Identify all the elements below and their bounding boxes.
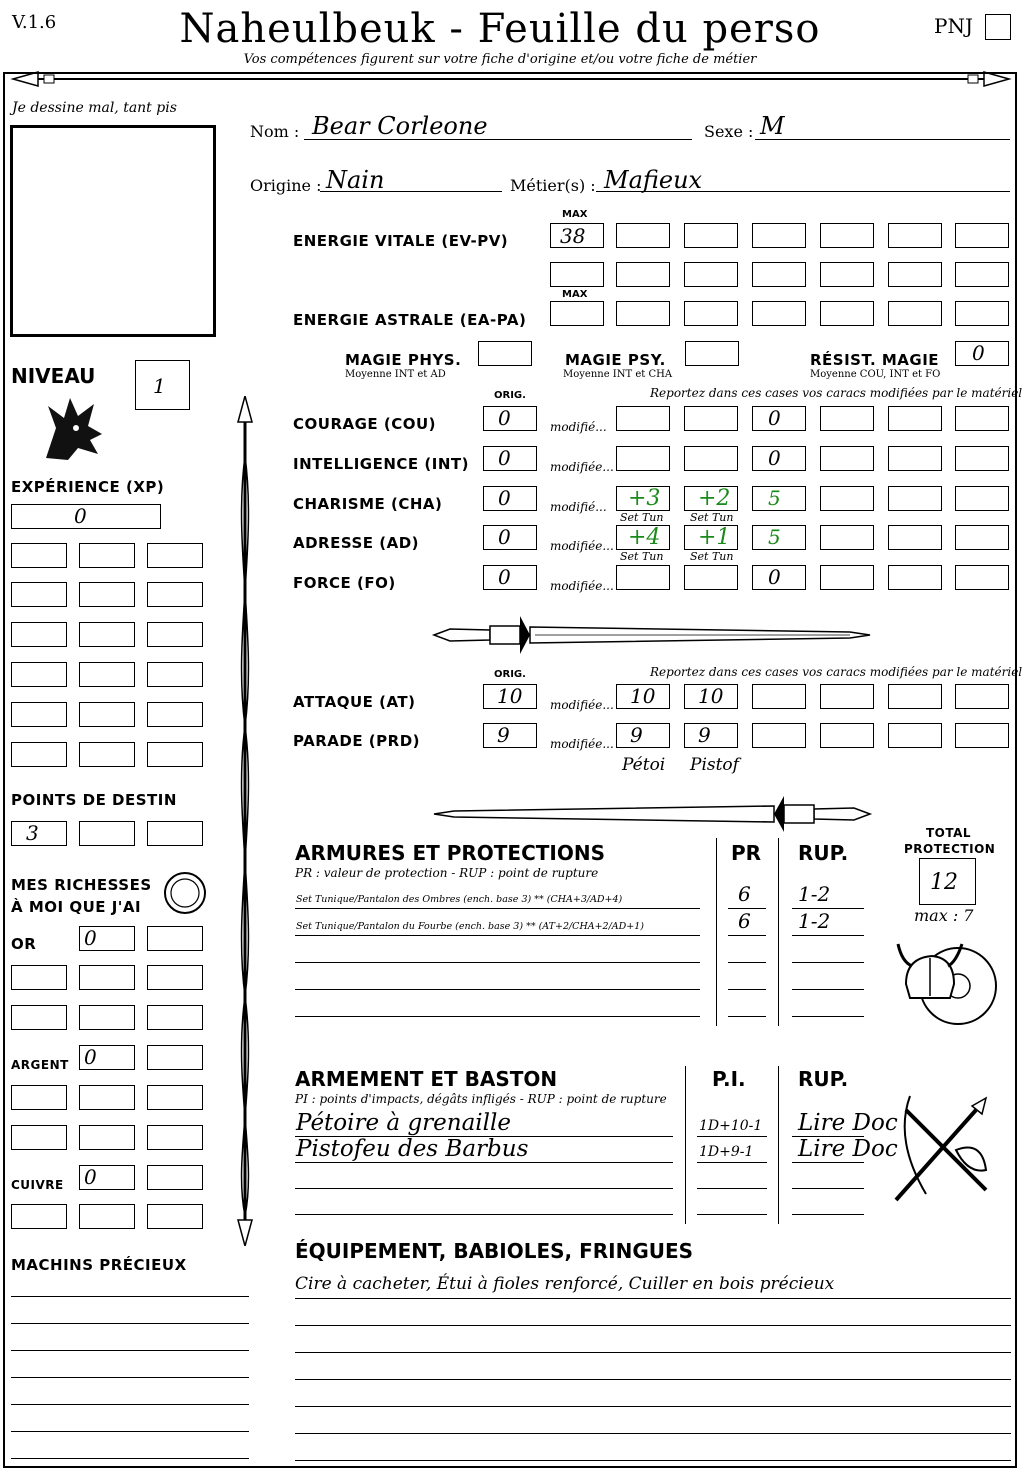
cuivre-box[interactable] <box>79 1204 135 1229</box>
or-box-2[interactable] <box>147 926 203 951</box>
xp-value[interactable]: 0 <box>74 504 87 528</box>
carac-mod-box[interactable] <box>616 446 670 471</box>
machins-line[interactable] <box>11 1350 249 1351</box>
armures-title: ARMURES ET PROTECTIONS <box>295 841 605 865</box>
carac-mod-box[interactable] <box>684 406 738 431</box>
cuivre-box-2[interactable] <box>147 1165 203 1190</box>
or-box[interactable] <box>11 965 67 990</box>
destin-value[interactable]: 3 <box>26 821 39 845</box>
equipement-title: ÉQUIPEMENT, BABIOLES, FRINGUES <box>295 1239 694 1263</box>
carac-orig-value[interactable]: 0 <box>498 565 511 589</box>
version-label: V.1.6 <box>12 12 57 33</box>
combat-mod-box[interactable] <box>752 723 806 748</box>
sword-icon <box>430 612 874 658</box>
destin-label: POINTS DE DESTIN <box>11 791 177 809</box>
page-subtitle: Vos compétences figurent sur votre fiche d'origine et/ou votre fiche de métier <box>243 52 757 67</box>
armure-line[interactable] <box>295 908 700 909</box>
carac-mod-1[interactable]: +3 <box>628 486 661 511</box>
armure-name[interactable]: Set Tunique/Pantalon des Ombres (ench. base 3) ** (CHA+3/AD+4) <box>296 894 623 905</box>
carac-mod-box[interactable] <box>616 406 670 431</box>
armures-pr-header: PR <box>731 841 762 865</box>
argent-box[interactable] <box>11 1125 67 1150</box>
combat-mod-box[interactable] <box>752 684 806 709</box>
arme-rup-line[interactable] <box>792 1162 864 1163</box>
carac-mod-3[interactable]: 0 <box>768 565 781 589</box>
ev-box[interactable] <box>888 262 942 287</box>
carac-mod-2[interactable]: +1 <box>698 525 731 550</box>
arme-line[interactable] <box>295 1188 673 1189</box>
origine-label: Origine : <box>250 176 322 195</box>
combat-label: PARADE (PRD) <box>293 732 421 750</box>
carac-mod-3[interactable]: 0 <box>768 446 781 470</box>
carac-source-2: Set Tun <box>690 511 734 524</box>
combat-under-2: Pistof <box>690 755 739 775</box>
portrait-caption: Je dessine mal, tant pis <box>12 100 177 116</box>
helmet-shield-icon <box>892 928 1002 1036</box>
armure-name[interactable]: Set Tunique/Pantalon du Fourbe (ench. base 3) ** (AT+2/CHA+2/AD+1) <box>296 921 644 932</box>
cuivre-box[interactable] <box>147 1204 203 1229</box>
carac-mod-label: modifiée... <box>550 460 614 474</box>
dragon-icon <box>38 392 108 464</box>
arme-rup-line[interactable] <box>792 1188 864 1189</box>
xp-box[interactable] <box>11 742 67 767</box>
xp-box[interactable] <box>79 662 135 687</box>
resist-magie-sub: Moyenne COU, INT et FO <box>810 369 941 380</box>
niveau-value[interactable]: 1 <box>153 374 166 398</box>
machins-line[interactable] <box>11 1404 249 1405</box>
ev-box[interactable] <box>616 223 670 248</box>
combat-orig-value[interactable]: 9 <box>497 723 510 747</box>
machins-line[interactable] <box>11 1377 249 1378</box>
richesses-label-2: À MOI QUE J'AI <box>11 898 142 916</box>
ev-box[interactable] <box>955 223 1009 248</box>
magie-phys-box[interactable] <box>478 341 532 366</box>
carac-label: COURAGE (COU) <box>293 415 437 433</box>
ea-box[interactable] <box>888 301 942 326</box>
xp-box[interactable] <box>79 622 135 647</box>
armure-pr[interactable]: 6 <box>738 882 751 906</box>
combat-mod-2[interactable]: 9 <box>698 723 711 747</box>
ev-box[interactable] <box>820 223 874 248</box>
armement-rup-header: RUP. <box>798 1067 849 1091</box>
xp-box[interactable] <box>147 622 203 647</box>
arme-pi-line[interactable] <box>697 1136 767 1137</box>
xp-box[interactable] <box>11 622 67 647</box>
equipement-line[interactable] <box>295 1379 1011 1380</box>
richesses-label-1: MES RICHESSES <box>11 876 152 894</box>
carac-mod-box[interactable] <box>888 525 942 550</box>
resist-magie-label: RÉSIST. MAGIE <box>810 351 940 369</box>
caracs-orig-label: ORIG. <box>494 390 526 401</box>
armures-sub: PR : valeur de protection - RUP : point de rupture <box>295 866 599 880</box>
ev-max-label: MAX <box>562 209 588 220</box>
machins-label: MACHINS PRÉCIEUX <box>11 1256 187 1274</box>
armement-title: ARMEMENT ET BASTON <box>295 1067 558 1091</box>
armure-line[interactable] <box>295 962 700 963</box>
total-label-1: TOTAL <box>926 826 972 840</box>
or-box[interactable] <box>147 965 203 990</box>
carac-label: CHARISME (CHA) <box>293 495 443 513</box>
carac-orig-value[interactable]: 0 <box>498 525 511 549</box>
pnj-checkbox[interactable] <box>985 14 1011 40</box>
armure-pr-line[interactable] <box>728 1016 766 1017</box>
carac-orig-value[interactable]: 0 <box>498 486 511 510</box>
carac-mod-box[interactable] <box>955 565 1009 590</box>
combat-orig-label: ORIG. <box>494 669 526 680</box>
armement-pi-header: P.I. <box>712 1067 746 1091</box>
equipement-line[interactable] <box>295 1433 1011 1434</box>
ev-box[interactable] <box>752 262 806 287</box>
argent-box[interactable] <box>147 1125 203 1150</box>
carac-mod-box[interactable] <box>820 446 874 471</box>
machins-line[interactable] <box>11 1431 249 1432</box>
ev-label: ENERGIE VITALE (EV-PV) <box>293 232 509 250</box>
or-box[interactable] <box>79 1005 135 1030</box>
equipement-line[interactable] <box>295 1352 1011 1353</box>
carac-mod-label: modifiée... <box>550 539 614 553</box>
carac-mod-box[interactable] <box>820 486 874 511</box>
carac-mod-box[interactable] <box>888 406 942 431</box>
or-box[interactable] <box>11 1005 67 1030</box>
armure-line[interactable] <box>295 989 700 990</box>
arme-rup[interactable]: Lire Doc <box>798 1110 898 1136</box>
magie-phys-label: MAGIE PHYS. <box>345 351 462 369</box>
armure-rup[interactable]: 1-2 <box>798 909 831 933</box>
or-box[interactable] <box>147 1005 203 1030</box>
ev-box[interactable] <box>684 223 738 248</box>
machins-line[interactable] <box>11 1296 249 1297</box>
armure-pr-line[interactable] <box>728 989 766 990</box>
carac-mod-box[interactable] <box>684 565 738 590</box>
armure-line[interactable] <box>295 1016 700 1017</box>
ea-box[interactable] <box>820 301 874 326</box>
carac-mod-box[interactable] <box>955 486 1009 511</box>
arme-pi[interactable]: 1D+10-1 <box>699 1118 763 1134</box>
machins-line[interactable] <box>11 1323 249 1324</box>
ev-box[interactable] <box>616 262 670 287</box>
magie-psy-box[interactable] <box>685 341 739 366</box>
combat-mod-box[interactable] <box>616 723 670 748</box>
sword-icon-2 <box>430 794 874 834</box>
nom-value[interactable]: Bear Corleone <box>312 112 488 140</box>
equipement-line[interactable] <box>295 1460 1011 1461</box>
combat-mod-box[interactable] <box>684 723 738 748</box>
xp-box[interactable] <box>147 582 203 607</box>
carac-mod-3[interactable]: 0 <box>768 406 781 430</box>
niveau-label: NIVEAU <box>11 364 96 388</box>
carac-mod-box[interactable] <box>955 446 1009 471</box>
carac-source-1: Set Tun <box>620 550 664 563</box>
carac-mod-box[interactable] <box>955 406 1009 431</box>
carac-source-2: Set Tun <box>690 550 734 563</box>
carac-label: FORCE (FO) <box>293 574 396 592</box>
ev-box[interactable] <box>684 262 738 287</box>
argent-box[interactable] <box>147 1085 203 1110</box>
xp-box[interactable] <box>11 662 67 687</box>
combat-mod-box[interactable] <box>955 723 1009 748</box>
carac-mod-3[interactable]: 5 <box>768 486 781 510</box>
combat-orig-value[interactable]: 10 <box>497 684 523 708</box>
arme-pi-line[interactable] <box>697 1162 767 1163</box>
or-box[interactable] <box>79 965 135 990</box>
armure-rup-line[interactable] <box>792 962 864 963</box>
ev-box[interactable] <box>752 223 806 248</box>
destin-box-2[interactable] <box>79 821 135 846</box>
carac-mod-box[interactable] <box>820 525 874 550</box>
magie-phys-sub: Moyenne INT et AD <box>345 369 446 380</box>
page-title: Naheulbeuk - Feuille du perso <box>179 6 821 52</box>
combat-mod-box[interactable] <box>888 684 942 709</box>
arme-line[interactable] <box>295 1162 673 1163</box>
combat-report-note: Reportez dans ces cases vos caracs modifiées par le matériel <box>650 665 1023 679</box>
carac-mod-2[interactable]: +2 <box>698 486 731 511</box>
xp-box[interactable] <box>147 543 203 568</box>
ea-max-box[interactable] <box>550 301 604 326</box>
carac-mod-box[interactable] <box>955 525 1009 550</box>
argent-box[interactable] <box>79 1085 135 1110</box>
argent-box[interactable] <box>11 1085 67 1110</box>
combat-mod-box[interactable] <box>955 684 1009 709</box>
carac-orig-value[interactable]: 0 <box>498 406 511 430</box>
machins-line[interactable] <box>11 1458 249 1459</box>
carac-mod-label: modifiée... <box>550 579 614 593</box>
caracs-report-note: Reportez dans ces cases vos caracs modifiées par le matériel <box>650 386 1023 400</box>
sexe-label: Sexe : <box>704 122 754 141</box>
ea-max-label: MAX <box>562 289 588 300</box>
carac-source-1: Set Tun <box>620 511 664 524</box>
carac-mod-box[interactable] <box>888 565 942 590</box>
equipement-line[interactable] <box>295 1406 1011 1407</box>
arme-name[interactable]: Pétoire à grenaille <box>296 1110 511 1136</box>
metier-label: Métier(s) : <box>510 176 596 195</box>
ev-box[interactable] <box>550 262 604 287</box>
armure-pr[interactable]: 6 <box>738 909 751 933</box>
max-note: max : 7 <box>914 906 974 925</box>
origine-value[interactable]: Nain <box>326 166 385 194</box>
carac-label: INTELLIGENCE (INT) <box>293 455 469 473</box>
cuivre-value[interactable]: 0 <box>84 1165 97 1189</box>
ev-box[interactable] <box>888 223 942 248</box>
coin-icon <box>162 870 208 916</box>
armure-rup-line[interactable] <box>792 935 864 936</box>
equipement-line[interactable] <box>295 1325 1011 1326</box>
cuivre-label: CUIVRE <box>11 1178 64 1192</box>
carac-label: ADRESSE (AD) <box>293 534 420 552</box>
combat-mod-box[interactable] <box>820 684 874 709</box>
carac-orig-value[interactable]: 0 <box>498 446 511 470</box>
xp-box[interactable] <box>11 702 67 727</box>
or-label: OR <box>11 935 37 953</box>
combat-mod-1[interactable]: 10 <box>630 684 656 708</box>
destin-box-3[interactable] <box>147 821 203 846</box>
carac-mod-1[interactable]: +4 <box>628 525 661 550</box>
carac-mod-label: modifié... <box>550 420 607 434</box>
combat-orig-box[interactable] <box>483 723 537 748</box>
combat-mod-box[interactable] <box>888 723 942 748</box>
ea-box[interactable] <box>955 301 1009 326</box>
ev-box[interactable] <box>955 262 1009 287</box>
ea-box[interactable] <box>752 301 806 326</box>
xp-box[interactable] <box>147 662 203 687</box>
carac-mod-box[interactable] <box>820 406 874 431</box>
combat-mod-2[interactable]: 10 <box>698 684 724 708</box>
weapons-icon <box>886 1090 1006 1214</box>
carac-mod-box[interactable] <box>820 565 874 590</box>
arme-name[interactable]: Pistofeu des Barbus <box>296 1136 529 1162</box>
armure-pr-line[interactable] <box>728 935 766 936</box>
combat-mod-1[interactable]: 9 <box>630 723 643 747</box>
combat-mod-box[interactable] <box>820 723 874 748</box>
ev-max-value[interactable]: 38 <box>560 224 586 248</box>
xp-box[interactable] <box>79 702 135 727</box>
carac-mod-3[interactable]: 5 <box>768 525 781 549</box>
xp-box[interactable] <box>79 582 135 607</box>
xp-box[interactable] <box>147 742 203 767</box>
cuivre-box[interactable] <box>11 1204 67 1229</box>
combat-label: ATTAQUE (AT) <box>293 693 416 711</box>
ea-box[interactable] <box>616 301 670 326</box>
total-label-2: PROTECTION <box>904 842 996 856</box>
argent-value[interactable]: 0 <box>84 1045 97 1069</box>
sexe-value[interactable]: M <box>760 112 785 140</box>
armure-line[interactable] <box>295 935 700 936</box>
arme-pi-line[interactable] <box>697 1188 767 1189</box>
resist-magie-value[interactable]: 0 <box>972 341 985 365</box>
ev-box[interactable] <box>820 262 874 287</box>
xp-box[interactable] <box>11 543 67 568</box>
armure-rup-line[interactable] <box>792 1016 864 1017</box>
arme-pi-line[interactable] <box>697 1214 767 1215</box>
magie-psy-label: MAGIE PSY. <box>565 351 666 369</box>
arme-rup-line[interactable] <box>792 1214 864 1215</box>
destin-box-1[interactable] <box>11 821 67 846</box>
armement-sub: PI : points d'impacts, dégâts infligés - RUP : point de rupture <box>295 1092 667 1106</box>
armure-rup[interactable]: 1-2 <box>798 882 831 906</box>
or-value[interactable]: 0 <box>84 926 97 950</box>
portrait-box[interactable] <box>10 125 216 337</box>
combat-mod-label: modifiée... <box>550 737 614 751</box>
carac-mod-box[interactable] <box>888 486 942 511</box>
carac-mod-box[interactable] <box>684 446 738 471</box>
armures-rup-header: RUP. <box>798 841 849 865</box>
combat-under-1: Pétoi <box>622 755 666 775</box>
carac-mod-label: modifié... <box>550 500 607 514</box>
ea-label: ENERGIE ASTRALE (EA-PA) <box>293 311 527 329</box>
xp-box[interactable] <box>147 702 203 727</box>
pnj-label: PNJ <box>934 14 973 38</box>
equipement-line[interactable] <box>295 1298 1011 1299</box>
total-protection-value[interactable]: 12 <box>930 870 958 895</box>
argent-box[interactable] <box>79 1125 135 1150</box>
arme-rup[interactable]: Lire Doc <box>798 1136 898 1162</box>
carac-mod-box[interactable] <box>888 446 942 471</box>
ea-box[interactable] <box>684 301 738 326</box>
argent-box-2[interactable] <box>147 1045 203 1070</box>
argent-label: ARGENT <box>11 1058 69 1072</box>
metier-value[interactable]: Mafieux <box>604 166 703 194</box>
spear-vertical <box>228 396 262 1246</box>
magie-psy-sub: Moyenne INT et CHA <box>563 369 673 380</box>
nom-label: Nom : <box>250 122 300 141</box>
combat-mod-label: modifiée... <box>550 698 614 712</box>
armure-rup-line[interactable] <box>792 989 864 990</box>
xp-box[interactable] <box>11 582 67 607</box>
equipement-line-1[interactable]: Cire à cacheter, Étui à fioles renforcé, Cuiller en bois précieux <box>295 1274 835 1294</box>
arme-pi[interactable]: 1D+9-1 <box>699 1144 754 1160</box>
xp-label: EXPÉRIENCE (XP) <box>11 478 165 496</box>
arme-line[interactable] <box>295 1214 673 1215</box>
xp-box[interactable] <box>79 543 135 568</box>
armure-pr-line[interactable] <box>728 962 766 963</box>
xp-box[interactable] <box>79 742 135 767</box>
carac-mod-box[interactable] <box>616 565 670 590</box>
